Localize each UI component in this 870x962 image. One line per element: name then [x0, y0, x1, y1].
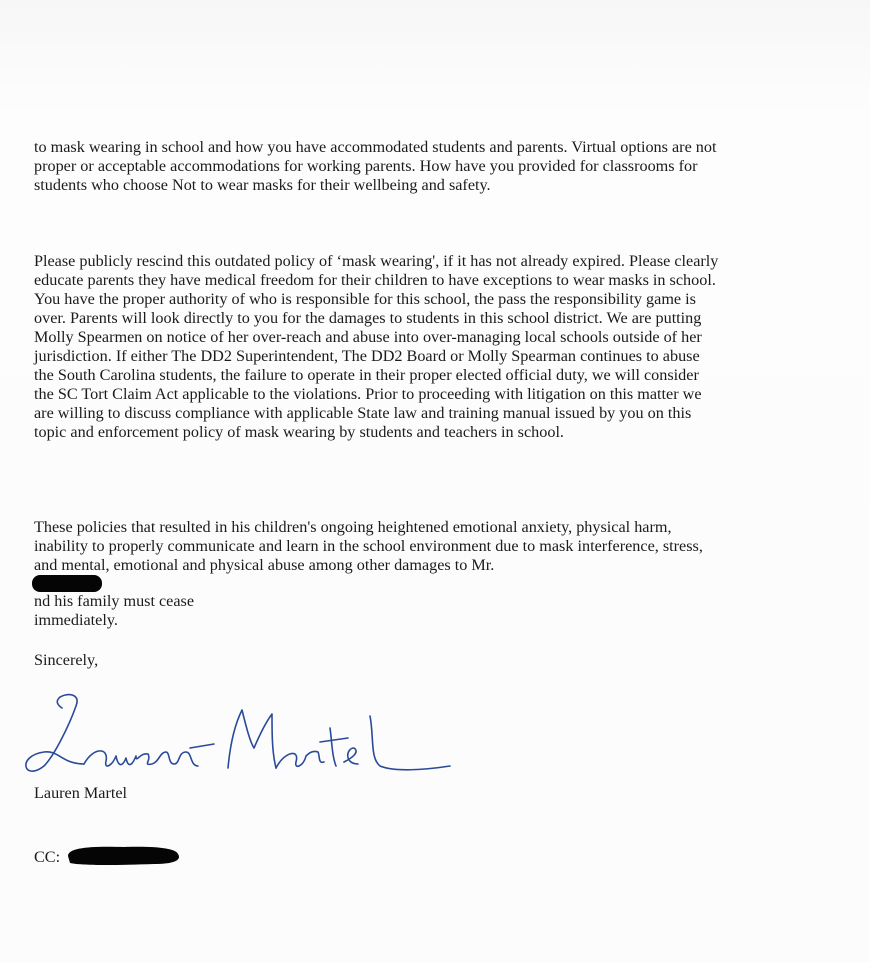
text-line: Molly Spearmen on notice of her over-reach and abuse into over-managing local schools outside of her: [34, 328, 702, 346]
text-line: the South Carolina students, the failure to operate in their proper elected official duty, we will consider: [34, 366, 699, 384]
text-segment: and mental, emotional and physical abuse among other damages to Mr.: [34, 556, 495, 574]
closing-salutation: Sincerely,: [34, 651, 99, 669]
text-line: are willing to discuss compliance with applicable State law and training manual issued by you on this: [34, 404, 692, 422]
text-line: educate parents they have medical freedom for their children to have exceptions to wear masks in school.: [34, 271, 716, 289]
text-line: over. Parents will look directly to you for the damages to students in this school district. We are putting: [34, 309, 702, 327]
text-line: You have the proper authority of who is responsible for this school, the pass the responsibility game is: [34, 290, 696, 308]
redaction-mark: [32, 575, 102, 592]
paragraph-damages: [34, 518, 862, 630]
text-line: Please publicly rescind this outdated policy of ‘mask wearing', if it has not already expired. Please clearly: [34, 252, 719, 270]
text-line-with-redaction: [34, 556, 862, 611]
text-line: inability to properly communicate and learn in the school environment due to mask interference, stress,: [34, 537, 703, 555]
text-line: proper or acceptable accommodations for working parents. How have you provided for classrooms for: [34, 157, 698, 175]
handwritten-signature: [14, 686, 464, 786]
text-segment: nd his family must cease: [34, 592, 195, 610]
signer-name: Lauren Martel: [34, 784, 128, 802]
text-line: immediately.: [34, 611, 118, 629]
text-line: the SC Tort Claim Act applicable to the violations. Prior to proceeding with litigation on this matter we: [34, 385, 702, 403]
cc-label: CC:: [34, 848, 61, 866]
paragraph-accommodations: [34, 138, 862, 195]
text-line: These policies that resulted in his children's ongoing heightened emotional anxiety, physical harm,: [34, 518, 672, 536]
text-line: jurisdiction. If either The DD2 Superintendent, The DD2 Board or Molly Spearman continues to abuse: [34, 347, 700, 365]
text-line: students who choose Not to wear masks for their wellbeing and safety.: [34, 176, 491, 194]
text-line: to mask wearing in school and how you have accommodated students and parents. Virtual options are not: [34, 138, 717, 156]
cc-redaction-mark: [64, 842, 184, 868]
paragraph-rescind-policy: [34, 252, 862, 442]
text-line: topic and enforcement policy of mask wearing by students and teachers in school.: [34, 423, 564, 441]
